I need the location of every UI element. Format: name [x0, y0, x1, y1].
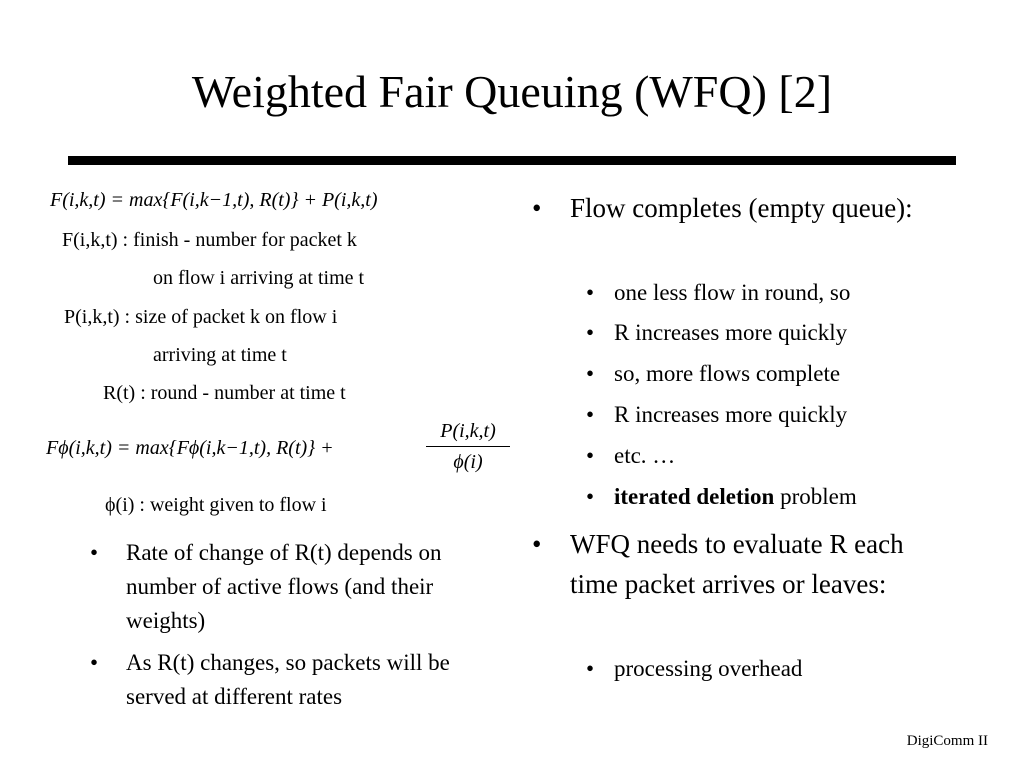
right-bullet-flow-completes [532, 188, 932, 228]
sub-bullet-text: R increases more quickly [614, 320, 848, 345]
sub-bullet-text: so, more flows complete [614, 361, 841, 386]
bullet-marker: • [90, 650, 99, 675]
sub-bullet-r-increases [586, 318, 847, 348]
sub-bullet-iterated-deletion [586, 482, 857, 512]
sub-bullet-text: etc. … [614, 443, 676, 468]
left-bullet-rate-of-change [90, 536, 500, 638]
sub-bullet-marker: • [586, 443, 595, 468]
footer-label: DigiComm II [906, 733, 988, 749]
sub-bullet-marker: • [586, 320, 595, 345]
left-bullet-text: Rate of change of R(t) depends on number of active flows (and their weights) [126, 540, 442, 633]
sub-bullet-text [614, 482, 857, 512]
sub-bullet-marker: • [586, 656, 595, 681]
definition-finish-number: F(i,k,t) : finish - number for packet k [62, 229, 357, 251]
sub-bullet-more-flows [586, 359, 840, 389]
bullet-marker: • [532, 193, 542, 223]
formula-finish-number: F(i,k,t) = max{F(i,k−1,t), R(t)} + P(i,k,t) [50, 189, 378, 211]
left-bullet-text: As R(t) changes, so packets will be served at different rates [126, 650, 450, 709]
fraction-bar [426, 446, 510, 447]
emphasis-iterated-deletion: iterated deletion [614, 484, 775, 509]
fraction-numerator: P(i,k,t) [440, 420, 496, 442]
sub-bullet-text: one less flow in round, so [614, 280, 851, 305]
formula-fraction [426, 419, 510, 474]
sub-bullet-marker: • [586, 280, 595, 305]
sub-bullet-text: processing overhead [614, 656, 803, 681]
sub-bullet-marker: • [586, 402, 595, 427]
sub-bullet-marker: • [586, 484, 595, 509]
definition-packet-size-cont: arriving at time t [153, 344, 287, 366]
sub-bullet-r-increases-again [586, 400, 847, 430]
sub-bullet-marker: • [586, 361, 595, 386]
definition-packet-size: P(i,k,t) : size of packet k on flow i [64, 306, 338, 328]
right-bullet-wfq-evaluate [532, 524, 952, 604]
sub-bullet-one-less-flow [586, 278, 850, 308]
right-bullet-text: Flow completes (empty queue): [570, 193, 913, 223]
formula-weighted-finish-number: Fϕ(i,k,t) = max{Fϕ(i,k−1,t), R(t)} + [46, 437, 334, 459]
bullet-marker: • [90, 540, 99, 565]
sub-bullet-etc [586, 441, 675, 471]
slide-title: Weighted Fair Queuing (WFQ) [2] [191, 66, 833, 117]
sub-bullet-processing-overhead [586, 654, 802, 684]
definition-weight: ϕ(i) : weight given to flow i [105, 494, 327, 516]
title-divider [68, 156, 956, 165]
sub-bullet-text-rest: problem [774, 484, 857, 509]
fraction-denominator: ϕ(i) [453, 451, 483, 473]
sub-bullet-text: R increases more quickly [614, 402, 848, 427]
definition-round-number: R(t) : round - number at time t [103, 382, 346, 404]
bullet-marker: • [532, 529, 542, 559]
definition-finish-number-cont: on flow i arriving at time t [153, 267, 365, 289]
left-bullet-served-rates [90, 646, 500, 714]
right-bullet-text: WFQ needs to evaluate R each time packet arrives or leaves: [570, 529, 904, 599]
